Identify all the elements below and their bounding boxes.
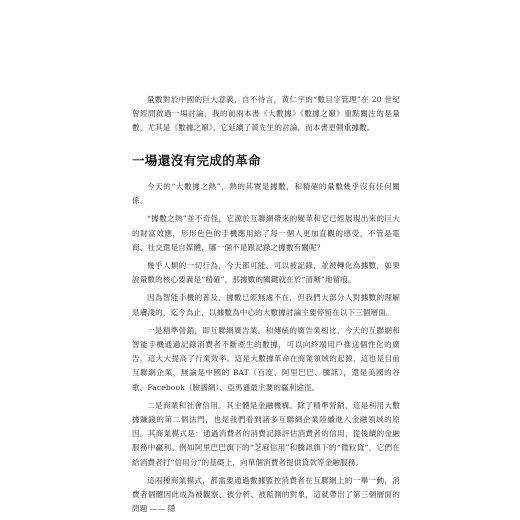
body-paragraph-5: 一是精準營銷，即互聯網廣告業。和傳統的廣告業相比，今天的互聯網和智能手機通過記錄消費者不斷產生的數據，可以向終端用戶推送個性化的廣告，這大大提高了行業效率。這是大數據革命在商業領域的起源，這也是目前互聯網企業，無論是中國的 BAT（百度、阿里巴巴、騰訊），還是美國的谷歌、Facebook（臉譜網）、亞馬遜最主要的贏利途徑。	[132, 325, 400, 392]
section-body	[132, 180, 400, 520]
intro-paragraph: 量數對於中國的巨大意義，自不待言，黃仁宇的“數目字管理”在 20 世紀曾經問啟過一場討論，我的前兩本書《大數據》《數據之巔》重點關注的是量數，尤其是《數據之巔》，它延續了黃先生的討論，而本書更側重據數。	[132, 95, 400, 133]
section-heading: 一場還沒有完成的革命	[132, 153, 262, 168]
body-paragraph-6: 二是商業和社會信用。其主體是金融機構。除了精準營銷，這是利用大數據賺錢的第二個法門，也是我們看到諸多互聯網企業陸續進入金融領域的原因。其商業模式是：通過消費者的消費記錄評估消費者的信用，從後續的金融服務中贏利。例如阿里巴巴旗下的“芝麻信用”和騰訊旗下的“微粒貸”，它們在給消費者打“信用分”的基礎上，向單個消費者提供貸款等金融服務。	[132, 400, 400, 467]
body-paragraph-4: 因為智能手機的普及，據數已經無處不在，但我們大部分人對據數的理解是膚淺的，迄今為止，以據數為中心的大數據討論主要停留在以下三個層面。	[132, 293, 400, 317]
intro-section	[132, 93, 400, 140]
body-paragraph-7: 這兩種商業模式，都需要通過數據監控消費者在互聯網上的一舉一動，消費者個體因此成為被觀察、被分析、被監測的對象，這就帶出了第三個層面的問題 —— 隱	[132, 475, 400, 514]
body-paragraph-1: 今天的“大數據之熱”，熱的其實是據數，和精確的量數幾乎沒有任何關係。	[132, 182, 400, 206]
body-paragraph-2: “據數之熱”並不奇怪，它源於互聯網帶來的變革和它已經展現出來的巨大的財富效應，形形色色的手機應用給了每一個人更加直觀的感受，不管是電商、社交還是自媒體，哪一個不是跟記錄之據數有關呢？	[132, 214, 400, 252]
body-paragraph-3: 幾乎人類的一切行為，今天都可能、可以被記錄，並被轉化為據數，如果說量數的核心要義是“精確”，那據數的關鍵就在於“清晰”地留痕。	[132, 261, 400, 285]
